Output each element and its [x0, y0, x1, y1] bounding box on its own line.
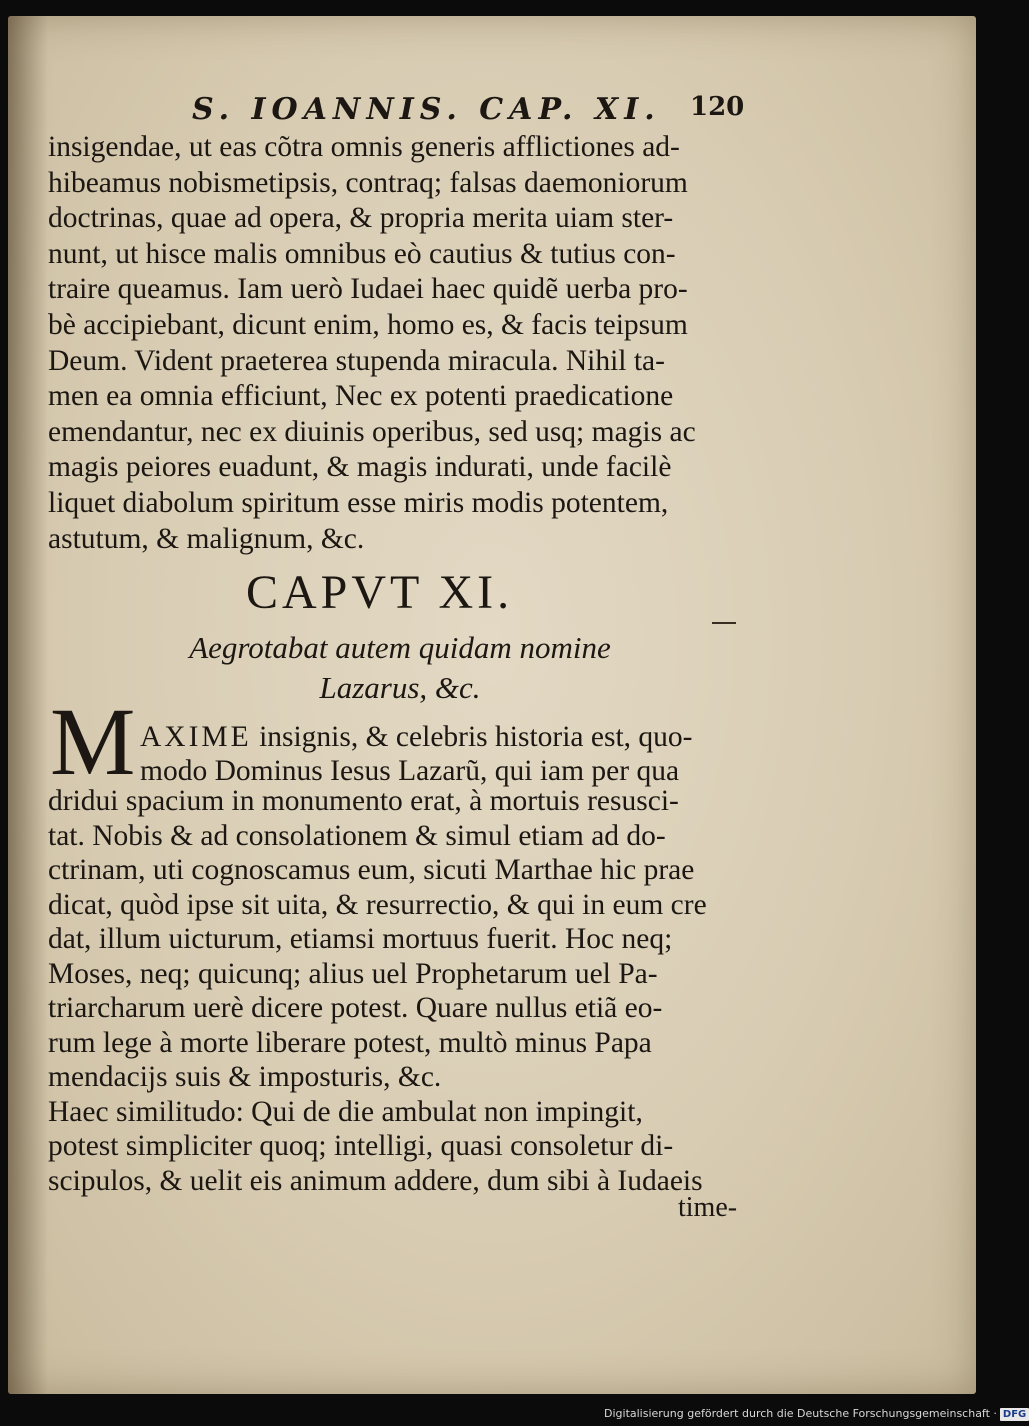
text-line: rum lege à morte liberare potest, multò minus Papa: [48, 1026, 652, 1059]
text-line: dridui spacium in monumento erat, à mortuis resusci-: [48, 785, 679, 817]
text-block-bottom: [48, 784, 748, 1198]
text-run: insignis, & celebris historia est, quo-: [251, 721, 693, 753]
text-line: astutum, & malignum, &c.: [48, 522, 365, 555]
margin-mark: [712, 622, 736, 624]
lemma-line: Lazarus, &c.: [319, 670, 481, 705]
text-line: emendantur, nec ex diuinis operibus, sed usq; magis ac: [48, 415, 696, 448]
chapter-heading: CAPVT XI.: [246, 566, 514, 619]
text-line: liquet diabolum spiritum esse miris modis potentem,: [48, 486, 669, 519]
small-caps-word: AXIME: [140, 721, 252, 753]
text-line: ctrinam, uti cognoscamus eum, sicuti Marthae hic prae: [48, 854, 695, 886]
text-line: potest simpliciter quoq; intelligi, quasi consoletur di-: [48, 1130, 674, 1162]
text-line: Haec similitudo: Qui de die ambulat non impingit,: [48, 1095, 643, 1128]
text-line: tat. Nobis & ad consolationem & simul etiam ad do-: [48, 819, 666, 852]
dfg-logo: DFG: [1000, 1408, 1029, 1421]
text-line: [140, 720, 750, 754]
text-line: dat, illum uicturum, etiamsi mortuus fuerit. Hoc neq;: [48, 923, 673, 955]
text-line: doctrinas, quae ad opera, & propria merita uiam ster-: [48, 202, 674, 235]
running-head: S. IOANNIS. CAP. XI.: [192, 92, 661, 127]
text-line: traire queamus. Iam uerò Iudaei haec quidẽ uerba pro-: [48, 273, 688, 306]
text-line: Moses, neq; quicunq; alius uel Prophetarum uel Pa-: [48, 957, 658, 990]
text-line: insigendae, ut eas cõtra omnis generis afflictiones ad-: [48, 131, 680, 163]
text-line: bè accipiebant, dicunt enim, homo es, & facis teipsum: [48, 308, 688, 341]
catchword: time-: [678, 1192, 738, 1223]
drop-cap: M: [50, 688, 136, 795]
text-line: modo Dominus Iesus Lazarũ, qui iam per qua: [140, 755, 680, 787]
text-line: triarcharum uerè dicere potest. Quare nullus etiã eo-: [48, 992, 663, 1024]
digitization-credit: [604, 1407, 1029, 1421]
text-line: magis peiores euadunt, & magis indurati, unde facilè: [48, 451, 672, 484]
chapter-opening: [140, 720, 750, 788]
text-block-top: [48, 130, 748, 557]
spine-shadow: [8, 16, 48, 1394]
text-line: dicat, quòd ipse sit uita, & resurrectio, & qui in eum cre: [48, 888, 707, 921]
text-line: mendacijs suis & imposturis, &c.: [48, 1061, 442, 1093]
page-number: 120: [690, 92, 745, 122]
text-line: nunt, ut hisce malis omnibus eò cautius & tutius con-: [48, 237, 676, 270]
text-line: men ea omnia efficiunt, Nec ex potenti praedicatione: [48, 380, 674, 413]
text-line: Deum. Vident praeterea stupenda miracula. Nihil ta-: [48, 344, 665, 377]
credit-text: Digitalisierung gefördert durch die Deutsche Forschungsgemeinschaft ·: [604, 1407, 997, 1420]
lemma-line: Aegrotabat autem quidam nomine: [189, 630, 611, 665]
text-line: hibeamus nobismetipsis, contraq; falsas daemoniorum: [48, 166, 688, 199]
text-line: scipulos, & uelit eis animum addere, dum sibi à Iudaeis: [48, 1164, 703, 1197]
